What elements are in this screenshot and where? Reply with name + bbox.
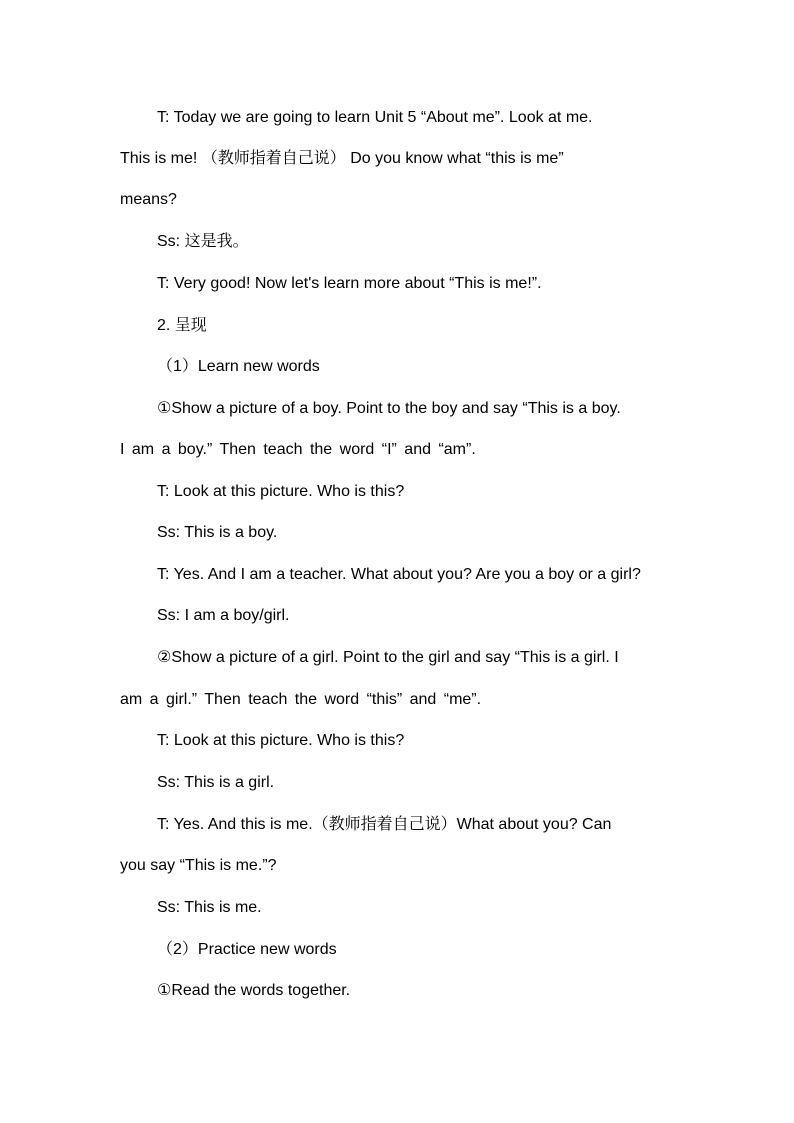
text-line: ①Read the words together. [157, 982, 351, 999]
text-line: I am a boy.” Then teach the word “I” and “am”. [120, 441, 476, 458]
text-line: Ss: This is a boy. [157, 524, 278, 541]
text-line: T: Very good! Now let's learn more about “This is me!”. [157, 275, 542, 292]
text-line: ②Show a picture of a girl. Point to the girl and say “This is a girl. I [157, 649, 619, 666]
section-heading: 2. 呈现 [157, 317, 207, 334]
text-line: T: Today we are going to learn Unit 5 “About me”. Look at me. [157, 109, 593, 126]
text-line: T: Look at this picture. Who is this? [157, 732, 405, 749]
text-line: am a girl.” Then teach the word “this” and “me”. [120, 691, 482, 708]
text-line: you say “This is me.”? [120, 857, 277, 874]
subsection-heading: （1）Learn new words [157, 358, 320, 375]
text-line: ①Show a picture of a boy. Point to the boy and say “This is a boy. [157, 400, 621, 417]
text-line: Ss: I am a boy/girl. [157, 607, 290, 624]
text-line: T: Yes. And this is me.（教师指着自己说）What about you? Can [157, 816, 612, 833]
text-line: Ss: 这是我。 [157, 233, 249, 250]
text-line: This is me! （教师指着自己说） Do you know what “this is me” [120, 150, 564, 167]
text-line: means? [120, 191, 177, 208]
text-line: T: Look at this picture. Who is this? [157, 483, 405, 500]
text-line: Ss: This is a girl. [157, 774, 275, 791]
subsection-heading: （2）Practice new words [157, 941, 337, 958]
text-line: Ss: This is me. [157, 899, 262, 916]
text-line: T: Yes. And I am a teacher. What about you? Are you a boy or a girl? [157, 566, 641, 583]
